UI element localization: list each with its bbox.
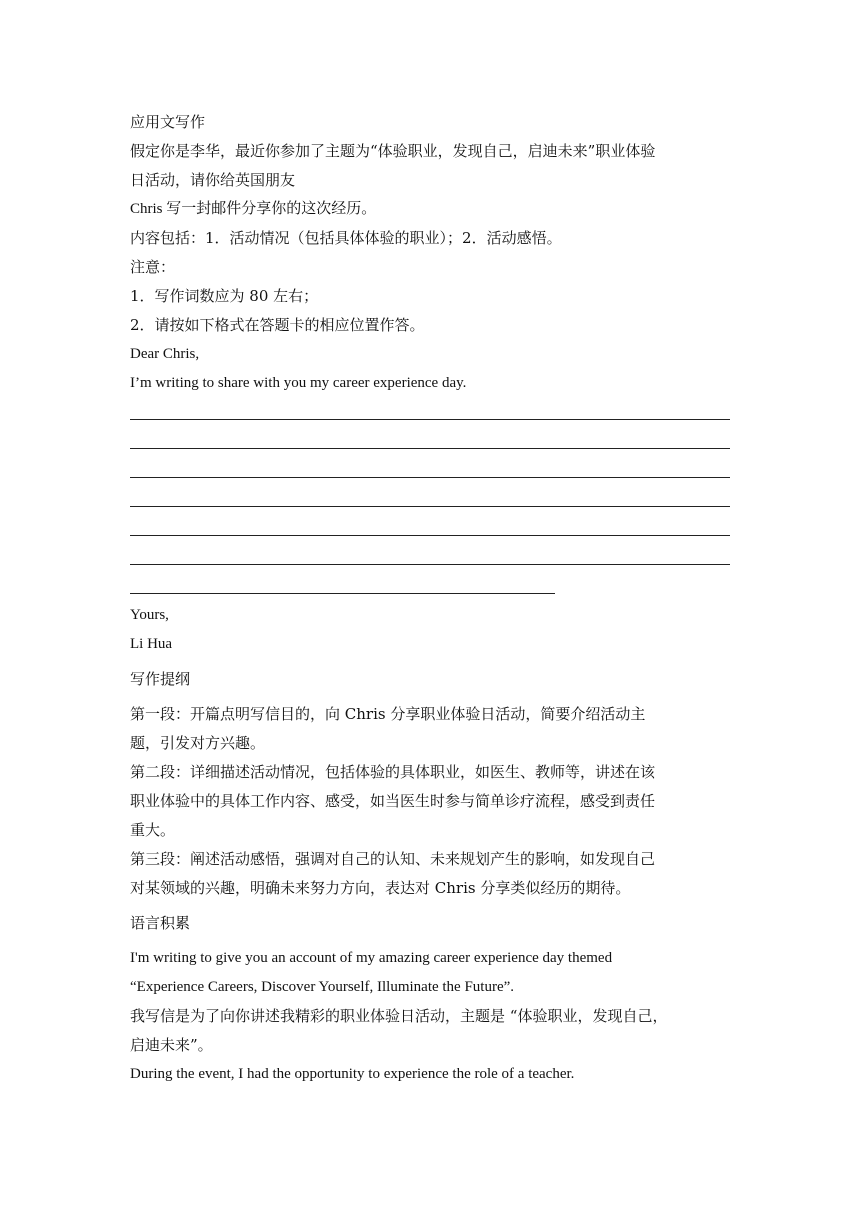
letter-opening-sentence: I’m writing to share with you my career experience day. [130, 375, 467, 391]
outline-paragraph-line: 第二段：详细描述活动情况，包括体验的具体职业，如医生、教师等，讲述在该 [130, 763, 656, 781]
outline-paragraph-line: 重大。 [130, 821, 176, 839]
language-sentence-line: During the event, I had the opportunity to experience the role of a teacher. [130, 1066, 575, 1082]
answer-line [130, 572, 730, 601]
document-page [130, 108, 730, 1089]
answer-line [130, 543, 730, 572]
answer-line [130, 514, 730, 543]
task-prompt-line: 假定你是李华，最近你参加了主题为“体验职业，发现自己，启迪未来”职业体验 [130, 142, 656, 160]
answer-line [130, 485, 730, 514]
outline-paragraph-line: 职业体验中的具体工作内容、感受，如当医生时参与简单诊疗流程，感受到责任 [130, 792, 656, 810]
letter-closing: Yours, [130, 607, 169, 623]
answer-line [130, 427, 730, 456]
letter-signature: Li Hua [130, 636, 173, 652]
answer-line [130, 456, 730, 485]
answer-lines [130, 398, 730, 601]
outline-paragraph-line: 第三段：阐述活动感悟，强调对自己的认知、未来规划产生的影响，如发现自己 [130, 850, 656, 868]
task-prompt-line: Chris 写一封邮件分享你的这次经历。 [130, 201, 377, 217]
outline-heading: 写作提纲 [130, 670, 191, 688]
task-note-item: 1．写作词数应为 80 左右； [130, 287, 319, 305]
task-note-label: 注意： [130, 258, 176, 276]
language-sentence-line: I'm writing to give you an account of my amazing career experience day themed [130, 950, 613, 966]
task-content-requirements: 内容包括：1．活动情况（包括具体体验的职业）；2．活动感悟。 [130, 229, 562, 247]
task-note-item: 2．请按如下格式在答题卡的相应位置作答。 [130, 316, 425, 334]
task-prompt-line: 日活动，请你给英国朋友 [130, 171, 296, 189]
letter-salutation: Dear Chris, [130, 346, 200, 362]
task-heading: 应用文写作 [130, 113, 206, 131]
language-translation-line: 我写信是为了向你讲述我精彩的职业体验日活动，主题是 “体验职业，发现自己， [130, 1007, 668, 1025]
language-heading: 语言积累 [130, 914, 191, 932]
outline-paragraph-line: 第一段：开篇点明写信目的，向 Chris 分享职业体验日活动，简要介绍活动主 [130, 705, 646, 723]
answer-line [130, 398, 730, 427]
language-sentence-line: “Experience Careers, Discover Yourself, Illuminate the Future”. [130, 979, 515, 995]
language-translation-line: 启迪未来”。 [130, 1036, 213, 1054]
outline-paragraph-line: 题，引发对方兴趣。 [130, 734, 266, 752]
outline-paragraph-line: 对某领域的兴趣，明确未来努力方向，表达对 Chris 分享类似经历的期待。 [130, 879, 631, 897]
